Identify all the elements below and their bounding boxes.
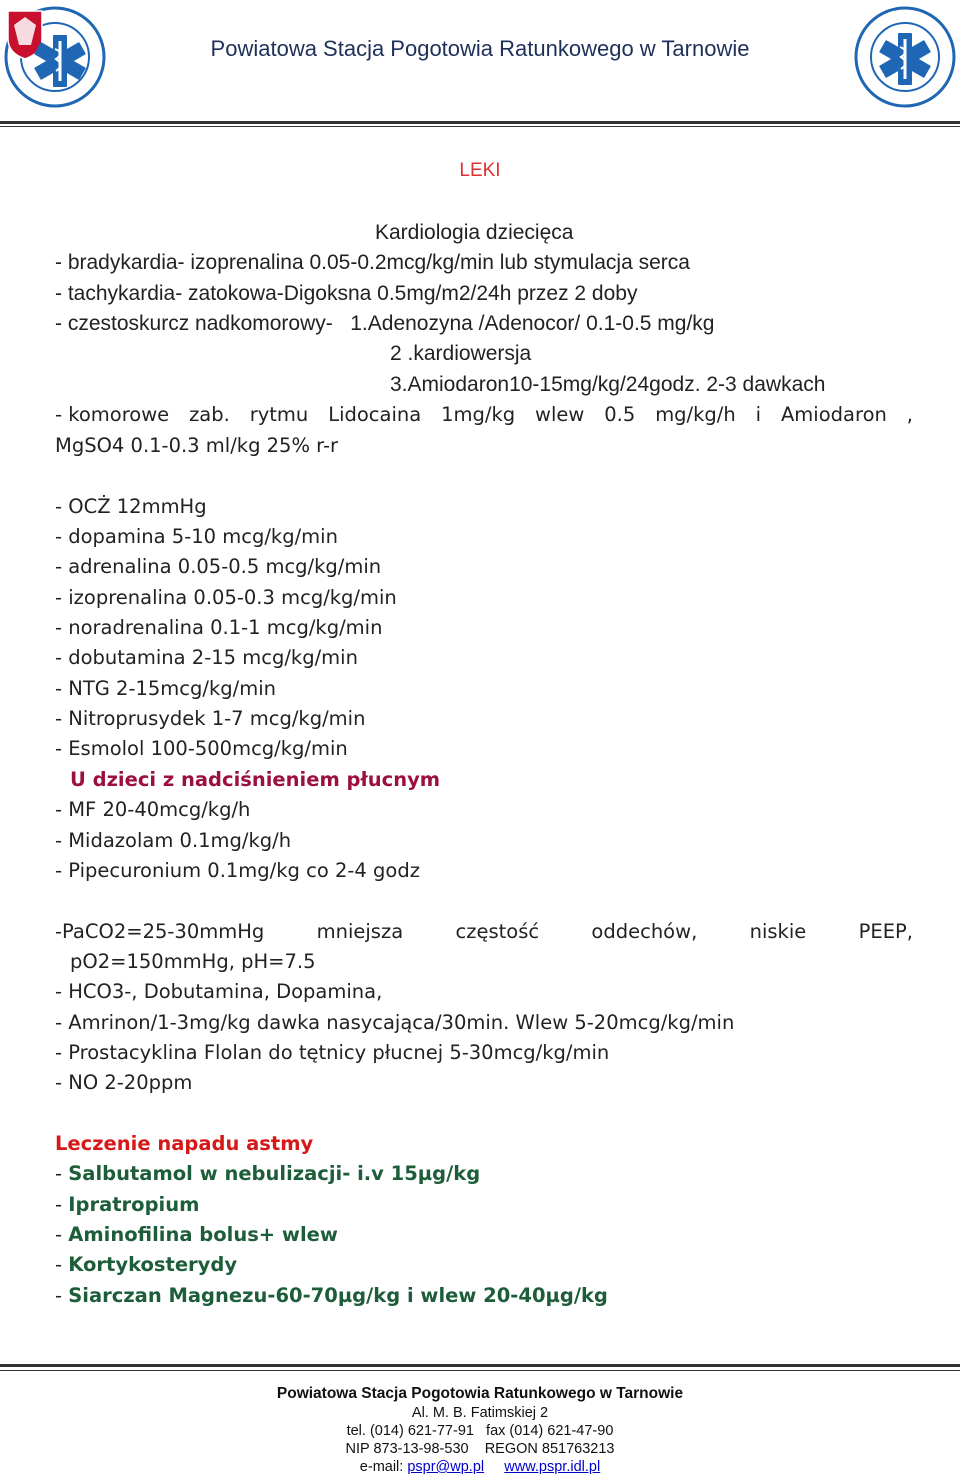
list-item: - NTG 2-15mcg/kg/min: [55, 677, 276, 700]
section-heading-cardiology: Kardiologia dziecięca: [375, 221, 574, 244]
list-item: - Nitroprusydek 1-7 mcg/kg/min: [55, 707, 366, 730]
list-item: - Esmolol 100-500mcg/kg/min: [55, 737, 348, 760]
list-item: - Ipratropium: [55, 1193, 200, 1216]
drug-name: Aminofilina bolus+ wlew: [68, 1223, 338, 1246]
section-heading-asthma: Leczenie napadu astmy: [55, 1132, 314, 1155]
document-title: LEKI: [459, 160, 501, 181]
header-rule-thin: [0, 126, 960, 127]
word: rytmu: [249, 403, 309, 426]
word: Amiodaron: [780, 403, 887, 426]
text-line: 2 .kardiowersja: [390, 342, 532, 365]
list-item: - OCŻ 12mmHg: [55, 495, 207, 518]
word: wlew: [535, 403, 585, 426]
word: - komorowe: [55, 403, 170, 426]
drug-name: Kortykosterydy: [68, 1253, 238, 1276]
list-item: - Kortykosterydy: [55, 1253, 238, 1276]
email-label: e-mail:: [359, 1459, 404, 1475]
word: zab.: [189, 403, 230, 426]
text-line: - tachykardia- zatokowa-Digoksna 0.5mg/m2/24h przez 2 doby: [55, 282, 638, 305]
footer-rule-thin: [0, 1370, 960, 1371]
word: 1mg/kg: [441, 403, 516, 426]
rescue-school-logo: [854, 5, 956, 109]
justified-line-ventricular: [55, 403, 913, 427]
footer-ids: NIP 873-13-98-530 REGON 851763213: [345, 1441, 615, 1457]
text-line: - bradykardia- izoprenalina 0.05-0.2mcg/kg/min lub stymulacja serca: [55, 251, 690, 274]
word: mg/kg/h: [655, 403, 736, 426]
footer-contact: [0, 1458, 960, 1476]
word: mniejsza: [316, 920, 404, 943]
list-item: - Siarczan Magnezu-60-70µg/kg i wlew 20-40µg/kg: [55, 1284, 608, 1307]
footer-org: Powiatowa Stacja Pogotowia Ratunkowego w Tarnowie: [276, 1385, 684, 1402]
text-line: - czestoskurcz nadkomorowy- 1.Adenozyna /Adenocor/ 0.1-0.5 mg/kg: [55, 312, 715, 335]
word: -PaCO2=25-30mmHg: [55, 920, 265, 943]
word: częstość: [455, 920, 540, 943]
text-line: 3.Amiodaron10-15mg/kg/24godz. 2-3 dawkach: [390, 373, 826, 396]
text-line: - Prostacyklina Flolan do tętnicy płucnej 5-30mcg/kg/min: [55, 1041, 610, 1064]
list-item: - dobutamina 2-15 mcg/kg/min: [55, 646, 358, 669]
word: i: [755, 403, 762, 426]
text-line: - Amrinon/1-3mg/kg dawka nasycająca/30min. Wlew 5-20mcg/kg/min: [55, 1011, 735, 1034]
header-rule: [0, 121, 960, 124]
list-item: - adrenalina 0.05-0.5 mcg/kg/min: [55, 555, 382, 578]
drug-name: Siarczan Magnezu-60-70µg/kg i wlew 20-40µg/kg: [68, 1284, 608, 1307]
text-line: - HCO3-, Dobutamina, Dopamina,: [55, 980, 383, 1003]
word: 0.5: [604, 403, 636, 426]
word: PEEP,: [858, 920, 913, 943]
footer-phones: tel. (014) 621-77-91 fax (014) 621-47-90: [346, 1423, 614, 1439]
justified-line-paco2: [55, 920, 913, 944]
header-title: Powiatowa Stacja Pogotowia Ratunkowego w Tarnowie: [210, 36, 750, 61]
list-item: - Pipecuronium 0.1mg/kg co 2-4 godz: [55, 859, 420, 882]
list-item: - izoprenalina 0.05-0.3 mcg/kg/min: [55, 586, 397, 609]
list-item: - noradrenalina 0.1-1 mcg/kg/min: [55, 616, 383, 639]
section-heading-pulmonary: U dzieci z nadciśnieniem płucnym: [70, 768, 441, 791]
list-item: - Midazolam 0.1mg/kg/h: [55, 829, 292, 852]
email-link[interactable]: pspr@wp.pl: [407, 1459, 485, 1475]
word: ,: [906, 403, 913, 426]
word: Lidocaina: [328, 403, 422, 426]
list-item: - dopamina 5-10 mcg/kg/min: [55, 525, 338, 548]
text-line: - NO 2-20ppm: [55, 1071, 193, 1094]
text-line: pO2=150mmHg, pH=7.5: [70, 950, 316, 973]
word: oddechów,: [591, 920, 698, 943]
text-line: MgSO4 0.1-0.3 ml/kg 25% r-r: [55, 434, 339, 457]
list-item: - MF 20-40mcg/kg/h: [55, 798, 251, 821]
website-link[interactable]: www.pspr.idl.pl: [504, 1459, 601, 1475]
list-item: - Aminofilina bolus+ wlew: [55, 1223, 338, 1246]
drug-name: Salbutamol w nebulizacji- i.v 15µg/kg: [68, 1162, 481, 1185]
list-item: - Salbutamol w nebulizacji- i.v 15µg/kg: [55, 1162, 481, 1185]
word: niskie: [749, 920, 807, 943]
footer-rule: [0, 1364, 960, 1367]
footer-address: Al. M. B. Fatimskiej 2: [411, 1405, 549, 1421]
drug-name: Ipratropium: [68, 1193, 200, 1216]
